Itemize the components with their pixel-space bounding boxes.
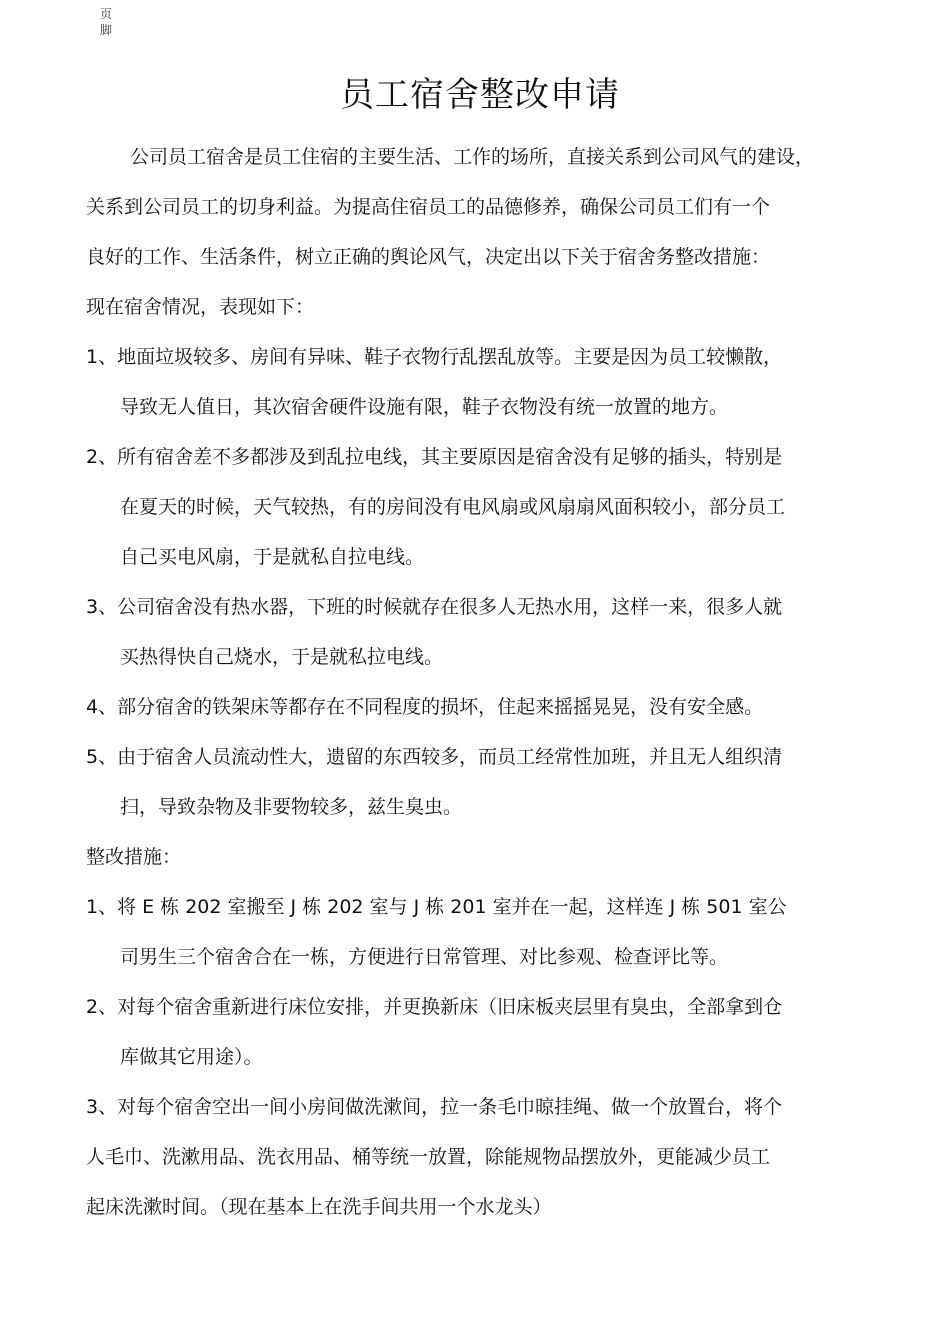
item-line: 司男生三个宿舍合在一栋，方便进行日常管理、对比参观、检查评比等。	[120, 946, 729, 968]
intro-line: 良好的工作、生活条件，树立正确的舆论风气，决定出以下关于宿舍务整改措施：	[86, 246, 771, 268]
item-line: 2、所有宿舍差不多都涉及到乱拉电线，其主要原因是宿舍没有足够的插头，特别是	[86, 446, 783, 468]
measure-item	[86, 882, 886, 982]
situation-item	[86, 432, 886, 582]
document-body	[86, 132, 886, 1232]
situation-item	[86, 682, 886, 732]
situation-list	[86, 332, 886, 832]
item-line: 1、将 E 栋 202 室搬至 J 栋 202 室与 J 栋 201 室并在一起，这样连 J 栋 501 室公	[86, 896, 787, 918]
intro-paragraph	[86, 132, 886, 282]
situation-heading: 现在宿舍情况，表现如下：	[86, 296, 315, 318]
situation-item	[86, 732, 886, 832]
item-line: 3、对每个宿舍空出一间小房间做洗漱间，拉一条毛巾晾挂绳、做一个放置台，将个	[86, 1096, 783, 1118]
item-line: 4、部分宿舍的铁架床等都存在不同程度的损坏，住起来摇摇晃晃，没有安全感。	[86, 696, 764, 718]
item-line: 人毛巾、洗漱用品、洗衣用品、桶等统一放置，除能规物品摆放外，更能减少员工	[86, 1146, 771, 1168]
item-line: 2、对每个宿舍重新进行床位安排，并更换新床（旧床板夹层里有臭虫，全部拿到仓	[86, 996, 783, 1018]
intro-line: 关系到公司员工的切身利益。为提高住宿员工的品德修养，确保公司员工们有一个	[86, 196, 771, 218]
situation-item	[86, 582, 886, 682]
item-line: 扫，导致杂物及非要物较多，兹生臭虫。	[120, 796, 463, 818]
measure-item	[86, 1082, 886, 1232]
intro-line: 公司员工宿舍是员工住宿的主要生活、工作的场所，直接关系到公司风气的建设，	[130, 146, 815, 168]
item-line: 库做其它用途）。	[120, 1046, 263, 1068]
item-line: 起床洗漱时间。（现在基本上在洗手间共用一个水龙头）	[86, 1196, 552, 1218]
item-line: 导致无人值日，其次宿舍硬件设施有限，鞋子衣物没有统一放置的地方。	[120, 396, 729, 418]
item-line: 1、地面垃圾较多、房间有异味、鞋子衣物行乱摆乱放等。主要是因为员工较懒散，	[86, 346, 783, 368]
measure-item	[86, 982, 886, 1082]
measures-heading: 整改措施：	[86, 846, 182, 868]
page-footer: 页脚	[100, 7, 113, 37]
item-line: 5、由于宿舍人员流动性大，遗留的东西较多，而员工经常性加班，并且无人组织清	[86, 746, 783, 768]
item-line: 在夏天的时候，天气较热，有的房间没有电风扇或风扇扇风面积较小，部分员工	[120, 496, 786, 518]
measures-list	[86, 882, 886, 1232]
item-line: 自己买电风扇，于是就私自拉电线。	[120, 546, 425, 568]
situation-item	[86, 332, 886, 432]
document-title: 员工宿舍整改申请	[340, 75, 620, 115]
item-line: 买热得快自己烧水，于是就私拉电线。	[120, 646, 444, 668]
item-line: 3、公司宿舍没有热水器，下班的时候就存在很多人无热水用，这样一来，很多人就	[86, 596, 783, 618]
